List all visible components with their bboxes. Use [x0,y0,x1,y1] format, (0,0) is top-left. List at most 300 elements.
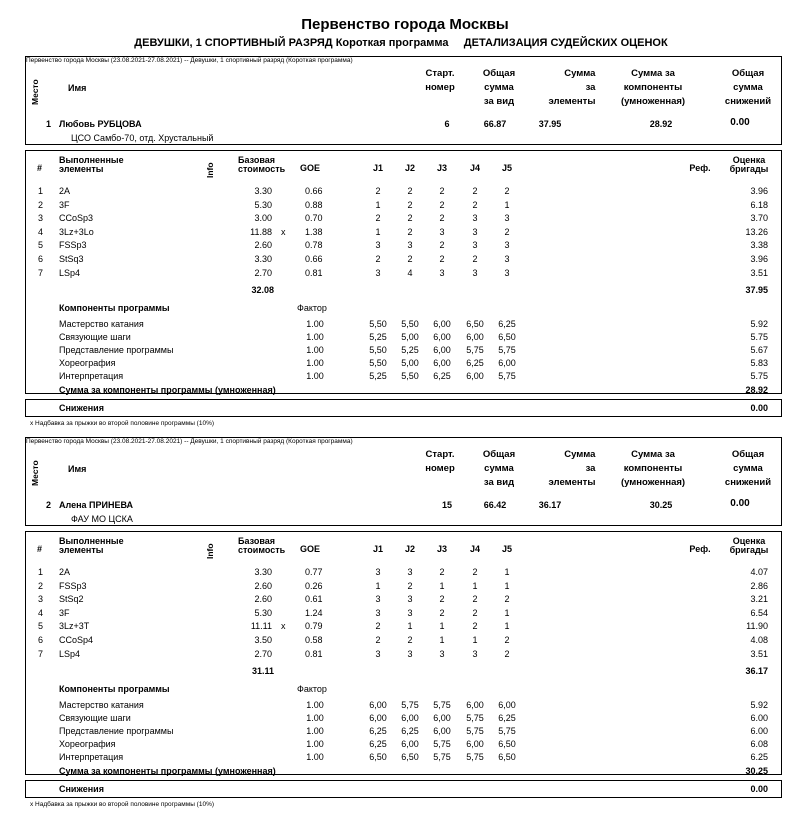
start-no: 15 [441,500,453,510]
judge-header-3: J3 [436,544,448,554]
judge-component-3: 5,75 [433,752,451,762]
element-code: 2A [59,567,71,577]
element-base-value: 3.30 [254,254,272,264]
element-number: 6 [38,254,44,264]
judge-component-5: 6,00 [498,700,516,710]
component-factor: 1.00 [306,371,324,381]
element-panel-score: 3.51 [750,267,768,278]
element-panel-score: 3.70 [750,213,768,224]
judge-goe-1: 3 [375,567,381,577]
element-goe: 0.61 [305,594,323,605]
club: ФАУ МО ЦСКА [71,514,133,524]
judge-component-1: 5,50 [369,319,387,329]
total-score: 66.42 [483,500,507,510]
component-panel-score: 5.67 [750,345,768,355]
event-line: Первенство города Москвы (23.08.2021-27.08.2021) -- Девушки, 1 спортивный разряд (Короткая программа) [26,438,353,445]
deductions-score: 0.00 [730,498,750,509]
element-code: FSSp3 [59,240,87,251]
judge-goe-2: 2 [407,199,413,210]
judge-goe-2: 2 [407,226,413,237]
element-base-value: 2.60 [254,594,272,605]
judge-goe-2: 3 [407,567,413,577]
judge-goe-4: 3 [472,213,478,224]
judge-goe-3: 3 [439,648,445,659]
element-base-value: 3.30 [254,567,272,577]
judge-goe-5: 2 [504,186,510,196]
component-name: Хореография [59,358,116,368]
judge-header-4: J4 [469,163,481,173]
component-factor: 1.00 [306,713,324,723]
judge-goe-5: 2 [504,594,510,605]
component-panel-score: 6.25 [750,752,768,762]
element-code: FSSp3 [59,580,87,591]
judge-component-1: 5,25 [369,371,387,381]
component-factor: 1.00 [306,358,324,368]
judge-header-2: J2 [404,163,416,173]
judge-component-5: 6,25 [498,319,516,329]
rank: 1 [46,119,52,129]
ref-header: Реф. [689,544,711,554]
judge-goe-1: 1 [375,199,381,210]
components-total: 28.92 [745,385,768,395]
component-panel-score: 6.08 [750,739,768,749]
executed-header: Выполненные элементы [59,536,124,555]
judge-goe-4: 2 [472,254,478,264]
element-base-value: 2.60 [254,580,272,591]
element-code: 3F [59,607,70,618]
goe-header: GOE [300,544,321,554]
judge-goe-2: 2 [407,254,413,264]
judge-component-5: 6,50 [498,752,516,762]
judge-goe-2: 3 [407,648,413,659]
element-number: 5 [38,240,44,251]
element-panel-score: 3.96 [750,254,768,264]
element-panel-score: 6.18 [750,199,768,210]
element-code: CCoSp3 [59,213,94,224]
judge-component-5: 5,75 [498,726,516,736]
judge-component-3: 6,00 [433,345,451,355]
element-number: 2 [38,580,44,591]
component-name: Представление программы [59,345,174,355]
judge-header-4: J4 [469,544,481,554]
judge-goe-4: 2 [472,199,478,210]
judge-goe-5: 3 [504,240,510,251]
elements-total: 37.95 [745,285,768,295]
judge-component-2: 5,50 [401,319,419,329]
page-subtitle: ДЕВУШКИ, 1 СПОРТИВНЫЙ РАЗРЯД Короткая программа ДЕТАЛИЗАЦИЯ СУДЕЙСКИХ ОЦЕНОК [134,37,668,49]
component-name: Мастерство катания [59,700,144,710]
judge-component-3: 6,25 [433,371,451,381]
judge-component-1: 6,50 [369,752,387,762]
component-name: Хореография [59,739,116,749]
component-name: Связующие шаги [59,713,131,723]
info-header: Info [205,543,215,559]
judge-component-4: 5,75 [466,713,484,723]
total-header: Общая сумма за вид [482,68,516,107]
judge-component-3: 6,00 [433,726,451,736]
deductions-label: Снижения [59,784,104,794]
judge-goe-4: 3 [472,267,478,278]
judge-component-4: 5,75 [466,345,484,355]
judge-goe-1: 3 [375,240,381,251]
event-line: Первенство города Москвы (23.08.2021-27.08.2021) -- Девушки, 1 спортивный разряд (Короткая программа) [26,57,353,64]
judge-goe-4: 2 [472,186,478,196]
info-header: Info [205,162,215,178]
judge-goe-3: 2 [439,567,445,577]
judge-goe-1: 2 [375,213,381,224]
elements-sum-header: Сумма за элементы [548,449,596,488]
judge-component-3: 5,75 [433,700,451,710]
judge-goe-4: 2 [472,567,478,577]
judge-goe-5: 3 [504,267,510,278]
total-header: Общая сумма за вид [482,449,516,488]
judge-component-4: 5,75 [466,752,484,762]
judge-goe-3: 3 [439,226,445,237]
judge-component-2: 5,00 [401,332,419,342]
component-panel-score: 6.00 [750,726,768,736]
judge-header-5: J5 [501,163,513,173]
judge-goe-2: 3 [407,607,413,618]
judge-goe-5: 1 [504,580,510,591]
start-no-header: Старт. номер [425,449,455,474]
judge-component-4: 6,00 [466,700,484,710]
judge-goe-4: 3 [472,226,478,237]
element-number: 1 [38,186,44,196]
deductions-box [25,780,782,798]
components-total: 30.25 [745,766,768,776]
judge-goe-1: 2 [375,621,381,632]
element-panel-score: 3.38 [750,240,768,251]
judge-component-3: 6,00 [433,713,451,723]
element-base-value: 3.30 [254,186,272,196]
element-code: 2A [59,186,71,196]
judge-goe-4: 2 [472,607,478,618]
judge-goe-1: 3 [375,594,381,605]
judge-component-4: 5,75 [466,726,484,736]
element-base-value: 5.30 [254,199,272,210]
components-sum-header: Сумма за компоненты (умноженная) [620,449,686,488]
pcs-score: 28.92 [649,119,673,129]
judge-component-1: 5,50 [369,358,387,368]
element-number: 1 [38,567,44,577]
judge-component-1: 5,50 [369,345,387,355]
judge-goe-3: 1 [439,635,445,645]
judge-goe-1: 3 [375,648,381,659]
element-goe: 0.79 [305,621,323,632]
component-name: Представление программы [59,726,174,736]
element-number: 4 [38,607,44,618]
judge-goe-5: 1 [504,621,510,632]
element-base-value: 3.50 [254,635,272,645]
judge-component-4: 6,00 [466,371,484,381]
deductions-label: Снижения [59,403,104,413]
element-goe: 1.38 [305,226,323,237]
judge-goe-5: 2 [504,635,510,645]
judge-header-3: J3 [436,163,448,173]
judge-component-4: 6,00 [466,739,484,749]
element-number: 3 [38,594,44,605]
rank: 2 [46,500,52,510]
element-panel-score: 11.90 [746,621,768,632]
judge-goe-3: 3 [439,267,445,278]
judge-component-5: 6,25 [498,713,516,723]
component-panel-score: 5.75 [750,332,768,342]
component-panel-score: 5.92 [750,319,768,329]
element-panel-score: 6.54 [750,607,768,618]
judge-goe-1: 2 [375,254,381,264]
element-base-value: 2.70 [254,267,272,278]
judge-goe-2: 1 [407,621,413,632]
judge-component-5: 5,75 [498,345,516,355]
judge-component-2: 5,00 [401,358,419,368]
deductions-value: 0.00 [750,403,768,413]
judge-goe-4: 1 [472,580,478,591]
element-code: LSp4 [59,648,81,659]
base-total: 32.08 [251,285,274,295]
judge-component-5: 6,50 [498,332,516,342]
judge-component-4: 6,00 [466,332,484,342]
judge-goe-2: 3 [407,240,413,251]
element-goe: 0.26 [305,580,323,591]
judge-goe-4: 3 [472,240,478,251]
judge-goe-2: 3 [407,594,413,605]
page-title: Первенство города Москвы [301,16,509,33]
component-name: Интерпретация [59,752,124,762]
element-goe: 1.24 [305,607,323,618]
judge-goe-3: 1 [439,580,445,591]
element-number: 7 [38,648,44,659]
element-goe: 0.66 [305,186,323,196]
base-header: Базовая стоимость [238,536,286,555]
component-factor: 1.00 [306,700,324,710]
judge-component-2: 6,00 [401,713,419,723]
tes-score: 37.95 [538,119,562,129]
components-header: Компоненты программы [59,684,170,694]
component-factor: 1.00 [306,752,324,762]
judge-component-1: 6,25 [369,726,387,736]
element-base-value: 11.11 [250,621,272,632]
judge-goe-3: 1 [439,621,445,632]
element-base-value: 3.00 [254,213,272,224]
place-header: Место [30,79,40,105]
element-base-value: 2.60 [254,240,272,251]
judge-goe-3: 2 [439,594,445,605]
panel-header: Оценка бригады [729,536,769,555]
element-base-value: 2.70 [254,648,272,659]
element-goe: 0.58 [305,635,323,645]
judge-goe-3: 2 [439,213,445,224]
judge-goe-4: 2 [472,621,478,632]
deductions-total-header: Общая сумма снижений [724,68,772,107]
judge-goe-4: 3 [472,648,478,659]
element-base-value: 11.88 [250,226,272,237]
components-header: Компоненты программы [59,303,170,313]
judge-component-2: 5,25 [401,345,419,355]
element-number: 4 [38,226,44,237]
element-number: 2 [38,199,44,210]
pcs-score: 30.25 [649,500,673,510]
deductions-value: 0.00 [750,784,768,794]
element-code: CCoSp4 [59,635,94,645]
judge-goe-2: 2 [407,213,413,224]
skater-name: Алена ПРИНЕВА [59,500,134,510]
elements-sum-header: Сумма за элементы [548,68,596,107]
start-no: 6 [444,119,450,129]
component-name: Связующие шаги [59,332,131,342]
component-panel-score: 6.00 [750,713,768,723]
num-header: # [37,163,43,173]
judge-goe-1: 1 [375,226,381,237]
component-factor: 1.00 [306,319,324,329]
total-score: 66.87 [483,119,507,129]
element-number: 7 [38,267,44,278]
element-panel-score: 13.26 [745,226,768,237]
executed-header: Выполненные элементы [59,155,124,174]
judge-goe-5: 2 [504,648,510,659]
judge-goe-1: 3 [375,607,381,618]
judge-component-3: 6,00 [433,332,451,342]
component-panel-score: 5.75 [750,371,768,381]
base-total: 31.11 [251,666,274,676]
element-goe: 0.78 [305,240,323,251]
judge-component-2: 6,25 [401,726,419,736]
judge-header-1: J1 [372,163,384,173]
judge-component-3: 6,00 [433,358,451,368]
judge-goe-5: 3 [504,213,510,224]
judge-goe-2: 2 [407,186,413,196]
judge-goe-3: 2 [439,199,445,210]
judge-goe-2: 4 [407,267,413,278]
element-panel-score: 2.86 [750,580,768,591]
judge-goe-4: 1 [472,635,478,645]
element-number: 3 [38,213,44,224]
judge-component-1: 6,00 [369,713,387,723]
factor-header: Фактор [297,684,327,694]
judge-header-1: J1 [372,544,384,554]
element-goe: 0.81 [305,267,323,278]
judge-component-2: 6,50 [401,752,419,762]
judge-goe-4: 2 [472,594,478,605]
component-name: Мастерство катания [59,319,144,329]
element-panel-score: 3.96 [750,186,768,196]
component-factor: 1.00 [306,726,324,736]
factor-header: Фактор [297,303,327,313]
place-header: Место [30,460,40,486]
base-header: Базовая стоимость [238,155,286,174]
judge-goe-2: 2 [407,635,413,645]
element-panel-score: 3.51 [750,648,768,659]
element-code: StSq2 [59,594,84,605]
start-no-header: Старт. номер [425,68,455,93]
judge-goe-5: 1 [504,607,510,618]
judge-component-3: 6,00 [433,319,451,329]
judge-goe-5: 1 [504,199,510,210]
judge-goe-1: 3 [375,267,381,278]
late-jump-marker: x [281,226,286,237]
element-panel-score: 3.21 [750,594,768,605]
judge-goe-3: 2 [439,186,445,196]
element-number: 5 [38,621,44,632]
judge-goe-1: 2 [375,186,381,196]
element-goe: 0.70 [305,213,323,224]
judge-component-4: 6,50 [466,319,484,329]
component-factor: 1.00 [306,332,324,342]
element-goe: 0.77 [305,567,323,577]
judge-component-2: 5,50 [401,371,419,381]
judge-goe-5: 1 [504,567,510,577]
judge-goe-1: 2 [375,635,381,645]
judge-component-5: 6,50 [498,739,516,749]
num-header: # [37,544,43,554]
element-code: LSp4 [59,267,81,278]
element-code: 3Lz+3Lo [59,226,94,237]
footnote: x Надбавка за прыжки во второй половине программы (10%) [30,801,215,808]
judge-component-1: 6,25 [369,739,387,749]
judge-component-5: 6,00 [498,358,516,368]
component-panel-score: 5.83 [750,358,768,368]
panel-header: Оценка бригады [729,155,769,174]
judge-goe-5: 2 [504,226,510,237]
skater-name: Любовь РУБЦОВА [59,119,142,129]
element-code: StSq3 [59,254,84,264]
element-goe: 0.81 [305,648,323,659]
elements-total: 36.17 [745,666,768,676]
deductions-total-header: Общая сумма снижений [724,449,772,488]
element-panel-score: 4.08 [750,635,768,645]
judge-component-5: 5,75 [498,371,516,381]
components-sum-header: Сумма за компоненты (умноженная) [620,68,686,107]
judge-component-1: 6,00 [369,700,387,710]
element-code: 3Lz+3T [59,621,90,632]
judge-goe-3: 2 [439,254,445,264]
judge-component-2: 6,00 [401,739,419,749]
component-factor: 1.00 [306,739,324,749]
judge-header-2: J2 [404,544,416,554]
judge-goe-1: 1 [375,580,381,591]
judge-goe-3: 2 [439,240,445,251]
ref-header: Реф. [689,163,711,173]
components-total-label: Сумма за компоненты программы (умноженная) [59,766,276,776]
deductions-box [25,399,782,417]
judge-component-3: 5,75 [433,739,451,749]
judge-goe-5: 3 [504,254,510,264]
component-factor: 1.00 [306,345,324,355]
judge-component-1: 5,25 [369,332,387,342]
element-panel-score: 4.07 [750,567,768,577]
element-goe: 0.88 [305,199,323,210]
component-name: Интерпретация [59,371,124,381]
element-base-value: 5.30 [254,607,272,618]
judge-header-5: J5 [501,544,513,554]
club: ЦСО Самбо-70, отд. Хрустальный [71,133,214,143]
component-panel-score: 5.92 [750,700,768,710]
footnote: x Надбавка за прыжки во второй половине программы (10%) [30,420,215,427]
goe-header: GOE [300,163,321,173]
judge-component-4: 6,25 [466,358,484,368]
element-goe: 0.66 [305,254,323,264]
judge-component-2: 5,75 [401,700,419,710]
tes-score: 36.17 [538,500,562,510]
judge-goe-3: 2 [439,607,445,618]
element-number: 6 [38,635,44,645]
name-header: Имя [68,464,87,474]
judge-goe-2: 2 [407,580,413,591]
components-total-label: Сумма за компоненты программы (умноженная) [59,385,276,395]
late-jump-marker: x [281,621,286,632]
deductions-score: 0.00 [730,117,750,128]
name-header: Имя [68,83,87,93]
element-code: 3F [59,199,70,210]
